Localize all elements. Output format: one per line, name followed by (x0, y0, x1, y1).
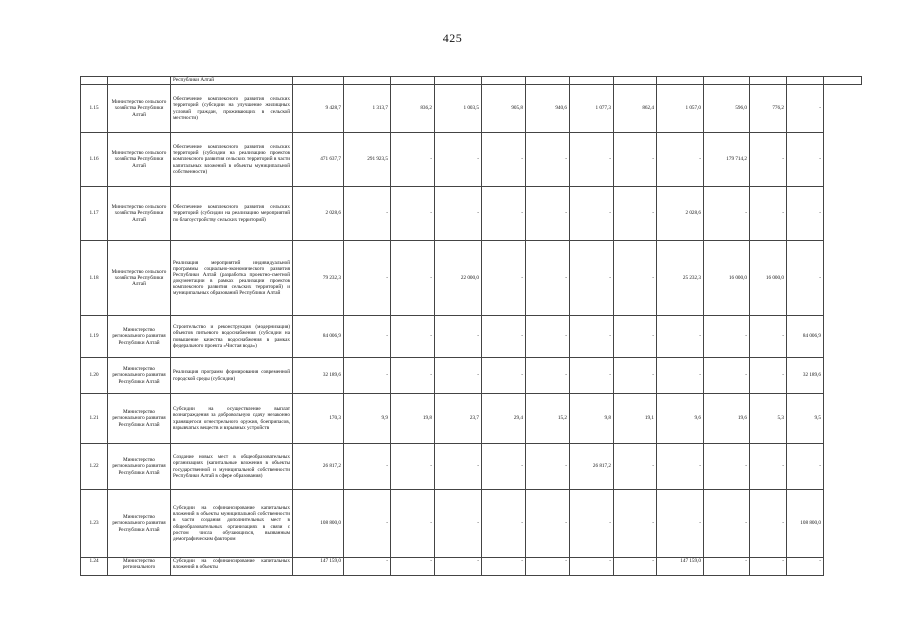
funding-value-cell: 26 817,2 (570, 444, 614, 490)
table-row (81, 85, 862, 133)
funding-value-cell: - (344, 558, 391, 576)
funding-value-cell: 471 637,7 (293, 133, 344, 187)
funding-value-cell: - (391, 358, 435, 394)
funding-value-cell: - (570, 133, 614, 187)
funding-value-cell: - (391, 187, 435, 241)
funding-value-cell: 79 232,3 (293, 241, 344, 316)
funding-value-cell: - (750, 316, 787, 358)
funding-value-cell: - (344, 241, 391, 316)
empty-cell (108, 77, 171, 85)
funding-value-cell: 32 189,6 (787, 358, 824, 394)
responsible-org-cell: Министерство сельского хозяйства Республики Алтай (108, 85, 171, 133)
funding-value-cell: - (482, 133, 526, 187)
measure-description-cell: Строительство и реконструкция (модернизация) объектов питьевого водоснабжения (субсидии на повышение качества водоснабжения в рамках федерального проекта «Чистая вода») (171, 316, 293, 358)
funding-value-cell: - (435, 316, 482, 358)
funding-value-cell: - (344, 358, 391, 394)
table-row (81, 558, 862, 576)
measure-description-cell: Субсидии на софинансирование капитальных вложений в объекты муниципальной собственности в части создания дополнительных мест в общеобразовательных организациях в связи с ростом числа обучающихся, вызванным демографическим фактором (171, 490, 293, 558)
funding-value-cell: 84 006,9 (293, 316, 344, 358)
funding-value-cell: - (657, 490, 704, 558)
funding-value-cell: - (391, 444, 435, 490)
funding-value-cell: 22 000,0 (435, 241, 482, 316)
funding-value-cell: - (435, 133, 482, 187)
funding-value-cell: - (614, 241, 657, 316)
measure-description-cell: Реализация мероприятий индивидуальной программы социально-экономического развития Республики Алтай (разработка проектно-сметной документации в рамках реализации проектов комплексного развития сельских территорий) и муниципальных образований Республики Алтай (171, 241, 293, 316)
funding-value-cell: - (614, 133, 657, 187)
funding-value-cell: 19,6 (704, 394, 750, 444)
funding-value-cell: 170,3 (293, 394, 344, 444)
funding-value-cell: 9,9 (344, 394, 391, 444)
funding-value-cell: 862,4 (614, 85, 657, 133)
funding-value-cell: - (570, 558, 614, 576)
funding-value-cell: - (750, 490, 787, 558)
funding-value-cell: - (482, 444, 526, 490)
row-number-cell: 1.19 (81, 316, 108, 358)
funding-value-cell: 26 817,2 (293, 444, 344, 490)
row-number-cell: 1.15 (81, 85, 108, 133)
funding-value-cell: - (570, 490, 614, 558)
funding-value-cell: 108 800,0 (787, 490, 824, 558)
funding-value-cell: - (482, 358, 526, 394)
row-number-cell: 1.23 (81, 490, 108, 558)
funding-value-cell: - (435, 558, 482, 576)
funding-value-cell: - (704, 316, 750, 358)
funding-value-cell: 179 714,2 (704, 133, 750, 187)
funding-value-cell: 29,4 (482, 394, 526, 444)
funding-value-cell: 1 077,3 (570, 85, 614, 133)
funding-value-cell: - (750, 358, 787, 394)
funding-value-cell: 32 189,6 (293, 358, 344, 394)
funding-value-cell: - (787, 444, 824, 490)
measure-description-cell: Реализация программ формирования современной городской среды (субсидии) (171, 358, 293, 394)
funding-value-cell: - (391, 490, 435, 558)
funding-value-cell: 84 006,9 (787, 316, 824, 358)
table-row (81, 444, 862, 490)
funding-value-cell: - (614, 444, 657, 490)
funding-value-cell: 25 232,3 (657, 241, 704, 316)
funding-value-cell: - (787, 558, 824, 576)
row-number-cell: 1.24 (81, 558, 108, 576)
funding-value-cell: - (570, 358, 614, 394)
funding-value-cell: - (344, 316, 391, 358)
funding-value-cell: 5,3 (750, 394, 787, 444)
table-row (81, 394, 862, 444)
funding-value-cell: - (435, 444, 482, 490)
funding-value-cell: - (391, 133, 435, 187)
responsible-org-cell: Министерство регионального развития Республики Алтай (108, 394, 171, 444)
funding-value-cell: - (526, 490, 570, 558)
measure-description-cell: Обеспечение комплексного развития сельских территорий (субсидии на реализацию проектов комплексного развития сельских территорий в части капитальных вложений в объекты муниципальной собственности) (171, 133, 293, 187)
table-row (81, 358, 862, 394)
funding-value-cell: - (704, 558, 750, 576)
funding-value-cell: 1 003,5 (435, 85, 482, 133)
funding-value-cell: - (614, 187, 657, 241)
funding-value-cell: - (704, 490, 750, 558)
funding-value-cell: 9,6 (657, 394, 704, 444)
table-body (81, 77, 862, 576)
funding-value-cell: 9,8 (570, 394, 614, 444)
funding-value-cell: - (482, 316, 526, 358)
funding-value-cell: - (435, 358, 482, 394)
measure-description-cell: Создание новых мест в общеобразовательных организациях (капитальные вложения в объекты государственной и муниципальной собственности Республики Алтай в сфере образования) (171, 444, 293, 490)
funding-value-cell: 905,8 (482, 85, 526, 133)
funding-value-cell: - (750, 187, 787, 241)
funding-value-cell: 19,8 (391, 394, 435, 444)
funding-value-cell: - (344, 187, 391, 241)
row-number-cell: 1.16 (81, 133, 108, 187)
funding-value-cell: - (391, 558, 435, 576)
responsible-org-cell: Министерство сельского хозяйства Республики Алтай (108, 241, 171, 316)
funding-value-cell: 147 159,0 (657, 558, 704, 576)
funding-value-cell: 9 428,7 (293, 85, 344, 133)
funding-value-cell: - (787, 241, 824, 316)
continuation-text: Республики Алтай (171, 77, 293, 85)
responsible-org-cell: Министерство сельского хозяйства Республики Алтай (108, 133, 171, 187)
funding-value-cell: - (614, 558, 657, 576)
funding-value-cell: - (526, 187, 570, 241)
funding-value-cell: 1 313,7 (344, 85, 391, 133)
funding-value-cell: 2 028,6 (293, 187, 344, 241)
funding-value-cell: - (526, 133, 570, 187)
responsible-org-cell: Министерство регионального развития Республики Алтай (108, 316, 171, 358)
funding-value-cell: 291 923,5 (344, 133, 391, 187)
funding-value-cell: - (344, 490, 391, 558)
funding-value-cell: - (482, 558, 526, 576)
table-row (81, 241, 862, 316)
funding-value-cell: - (704, 444, 750, 490)
funding-value-cell: - (657, 133, 704, 187)
row-number-cell: 1.22 (81, 444, 108, 490)
funding-value-cell: 9,5 (787, 394, 824, 444)
row-number-cell: 1.20 (81, 358, 108, 394)
measure-description-cell: Субсидии на осуществление выплат вознаграждения за добровольную сдачу незаконно хранящегося огнестрельного оружия, боеприпасов, взрывчатых веществ и взрывных устройств (171, 394, 293, 444)
responsible-org-cell: Министерство регионального развития Республики Алтай (108, 358, 171, 394)
funding-value-cell: 108 800,0 (293, 490, 344, 558)
funding-value-cell: - (657, 444, 704, 490)
funding-value-cell: - (435, 490, 482, 558)
page-number: 425 (442, 31, 463, 45)
funding-value-cell: - (787, 133, 824, 187)
funding-value-cell: - (570, 187, 614, 241)
funding-value-cell: - (482, 490, 526, 558)
continuation-row (81, 77, 862, 85)
funding-value-cell: - (435, 187, 482, 241)
funding-value-cell: - (391, 316, 435, 358)
funding-value-cell: - (570, 241, 614, 316)
budget-table (80, 76, 862, 576)
funding-value-cell: - (787, 187, 824, 241)
funding-value-cell: 2 028,6 (657, 187, 704, 241)
funding-value-cell: 15,2 (526, 394, 570, 444)
funding-value-cell: - (526, 558, 570, 576)
funding-value-cell: 1 057,0 (657, 85, 704, 133)
funding-value-cell: 16 000,0 (750, 241, 787, 316)
funding-value-cell: - (526, 444, 570, 490)
funding-value-cell: - (704, 358, 750, 394)
funding-value-cell: - (614, 316, 657, 358)
row-number-cell: 1.18 (81, 241, 108, 316)
funding-value-cell: - (787, 85, 824, 133)
responsible-org-cell: Министерство регионального развития Республики Алтай (108, 444, 171, 490)
funding-value-cell: - (657, 316, 704, 358)
row-number-cell: 1.17 (81, 187, 108, 241)
funding-value-cell: - (750, 444, 787, 490)
measure-description-cell: Обеспечение комплексного развития сельских территорий (субсидии на реализацию мероприятий по благоустройству сельских территорий) (171, 187, 293, 241)
row-number-cell: 1.21 (81, 394, 108, 444)
funding-value-cell: - (526, 241, 570, 316)
table-row (81, 316, 862, 358)
funding-value-cell: 147 159,0 (293, 558, 344, 576)
funding-value-cell: - (750, 558, 787, 576)
empty-cell (81, 77, 108, 85)
funding-value-cell: - (391, 241, 435, 316)
measure-description-cell: Субсидии на софинансирование капитальных вложений в объекты (171, 558, 293, 576)
funding-value-cell: - (614, 490, 657, 558)
funding-value-cell: 23,7 (435, 394, 482, 444)
funding-value-cell: 836,2 (391, 85, 435, 133)
funding-value-cell: - (570, 316, 614, 358)
funding-value-cell: - (657, 358, 704, 394)
measure-description-cell: Обеспечение комплексного развития сельских территорий (субсидии на улучшение жилищных условий граждан, проживающих в сельской местности) (171, 85, 293, 133)
table-row (81, 490, 862, 558)
funding-value-cell: - (704, 187, 750, 241)
table-row (81, 187, 862, 241)
funding-value-cell: 16 000,0 (704, 241, 750, 316)
responsible-org-cell: Министерство регионального развития Республики Алтай (108, 490, 171, 558)
funding-value-cell: - (482, 187, 526, 241)
responsible-org-cell: Министерство регионального (108, 558, 171, 576)
funding-value-cell: - (482, 241, 526, 316)
funding-value-cell: 776,2 (750, 85, 787, 133)
funding-value-cell: - (750, 133, 787, 187)
funding-value-cell: - (614, 358, 657, 394)
funding-value-cell: 19,1 (614, 394, 657, 444)
table-row (81, 133, 862, 187)
funding-value-cell: 596,0 (704, 85, 750, 133)
funding-value-cell: - (526, 316, 570, 358)
funding-value-cell: - (526, 358, 570, 394)
funding-value-cell: - (344, 444, 391, 490)
responsible-org-cell: Министерство сельского хозяйства Республики Алтай (108, 187, 171, 241)
funding-value-cell: 940,6 (526, 85, 570, 133)
